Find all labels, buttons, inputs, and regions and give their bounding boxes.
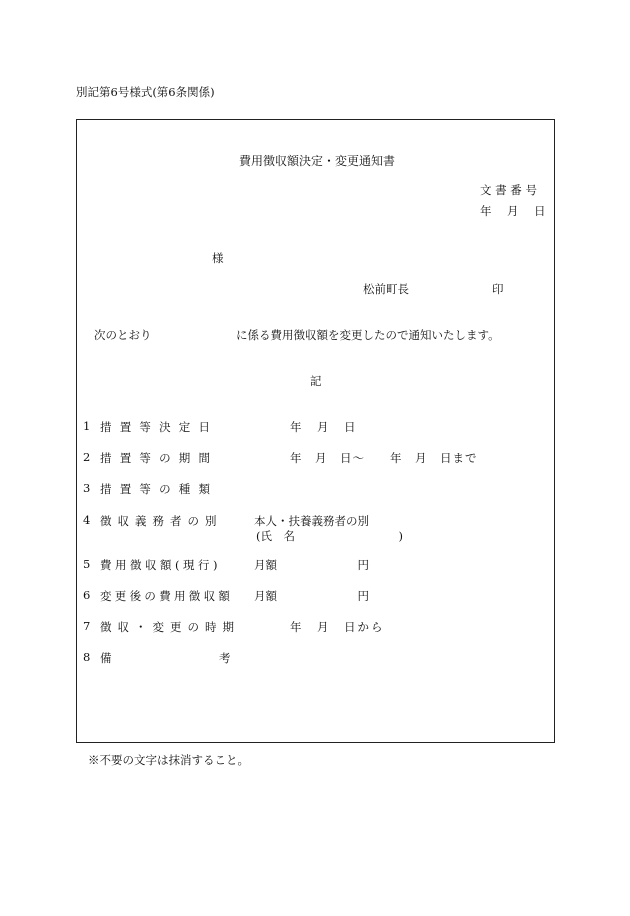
item-label: 徴収・変更の時期 xyxy=(100,620,240,634)
seal-mark: 印 xyxy=(492,282,504,296)
item-label: 措置等決定日 xyxy=(100,420,219,434)
item-label: 備 xyxy=(100,651,112,665)
item-number: 8 xyxy=(83,650,91,664)
item-value-secondary: (氏 名 ) xyxy=(256,529,403,543)
document-number-label: 文 書 番 号 xyxy=(480,183,537,197)
footnote: ※不要の文字は抹消すること。 xyxy=(88,753,249,767)
item-label: 変更後の費用徴収額 xyxy=(100,589,234,603)
item-number: 5 xyxy=(83,557,91,571)
item-label: 費用徴収額(現行) xyxy=(100,558,221,572)
item-value: 月額 円 xyxy=(254,589,369,603)
item-value: 月額 円 xyxy=(254,558,369,572)
item-number: 4 xyxy=(83,513,91,527)
item-value: 本人・扶養義務者の別 xyxy=(254,514,369,528)
document-title: 費用徴収額決定・変更通知書 xyxy=(239,154,396,168)
ki-heading: 記 xyxy=(310,374,322,388)
intro-prefix: 次のとおり xyxy=(94,328,152,342)
item-label: 措置等の期間 xyxy=(100,451,219,465)
item-value: 年 月 日〜 年 月 日まで xyxy=(290,451,478,465)
item-number: 2 xyxy=(83,450,91,464)
item-label-end: 考 xyxy=(219,651,231,665)
document-date: 年 月 日 xyxy=(480,204,548,218)
item-label: 措置等の種類 xyxy=(100,482,219,496)
item-number: 3 xyxy=(83,481,91,495)
item-number: 6 xyxy=(83,588,91,602)
intro-suffix: に係る費用徴収額を変更したので通知いたします。 xyxy=(236,328,500,342)
recipient-suffix: 様 xyxy=(212,251,224,265)
item-number: 1 xyxy=(83,419,91,433)
item-value: 年 月 日 xyxy=(290,420,358,434)
issuer-name: 松前町長 xyxy=(363,282,409,296)
item-value: 年 月 日から xyxy=(290,620,385,634)
item-label: 徴収義務者の別 xyxy=(100,514,223,528)
item-number: 7 xyxy=(83,619,91,633)
form-number: 別記第6号様式(第6条関係) xyxy=(76,85,215,99)
